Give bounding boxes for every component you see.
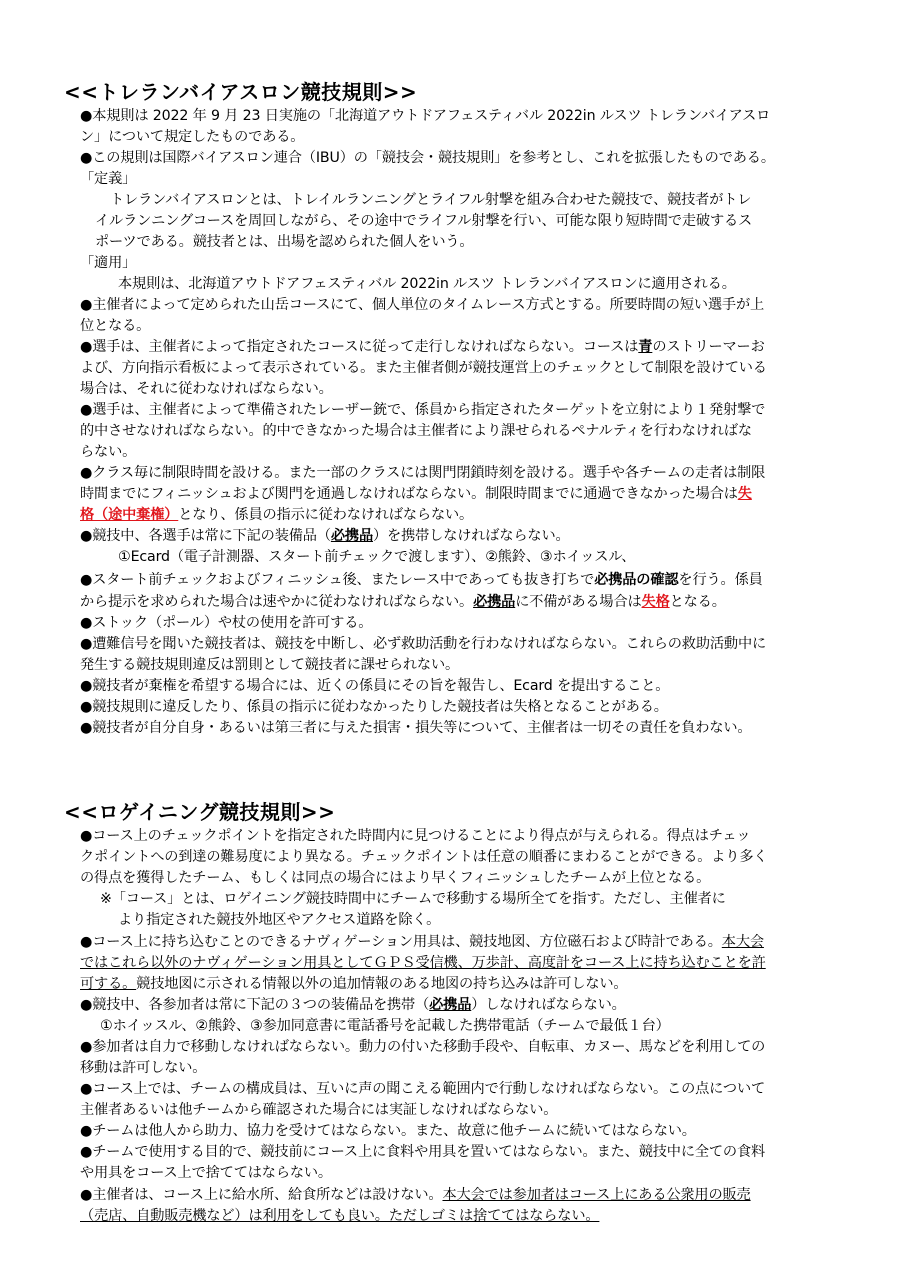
emphasis-vending-allowed: （売店、自動販売機など）は利用をしても良い。ただしゴミは捨ててはならない。 — [80, 1208, 600, 1224]
emphasis-required-items: 必携品 — [429, 997, 472, 1013]
paragraph-line: 移動は許可しない。 — [80, 1060, 207, 1076]
paragraph-line: ●本規則は 2022 年 9 月 23 日実施の「北海道アウトドアフェスティバル 2022in ルスツ トレランバイアスロ — [80, 108, 771, 124]
paragraph-line: 格（途中棄権）となり、係員の指示に従わなければならない。 — [80, 507, 474, 523]
paragraph-line: ●コース上のチェックポイントを指定された時間内に見つけることにより得点が与えられる。得点はチェッ — [80, 828, 751, 844]
paragraph-line: ●主催者によって定められた山岳コースにて、個人単位のタイムレース方式とする。所要時間の短い選手が上 — [80, 297, 765, 313]
paragraph-line: の得点を獲得したチーム、もしくは同点の場合にはより早くフィニッシュしたチームが上位となる。 — [80, 870, 711, 886]
emphasis-disqualification-cont: 格（途中棄権） — [80, 507, 179, 523]
paragraph-line: 可する。競技地図に示される情報以外の追加情報のある地図の持ち込みは許可しない。 — [80, 976, 628, 992]
section-title-rogaining: <<ロゲイニング競技規則>> — [64, 800, 336, 824]
paragraph-line: ポーツである。競技者とは、出場を認められた個人をいう。 — [95, 234, 474, 250]
paragraph-line: ●参加者は自力で移動しなければならない。動力の付いた移動手段や、自転車、カヌー、馬などを利用しての — [80, 1039, 766, 1055]
paragraph-line: 時間までにフィニッシュおよび関門を通過しなければならない。制限時間までに通過できなかった場合は失 — [80, 486, 752, 502]
paragraph-line — [80, 953, 850, 974]
paragraph-line: ●コース上では、チームの構成員は、互いに声の聞こえる範囲内で行動しなければならない。この点について — [80, 1081, 766, 1097]
section-title-trail-biathlon: <<トレランバイアスロン競技規則>> — [64, 80, 418, 104]
note-line: ※「コース」とは、ロゲイニング競技時間中にチームで移動する場所全てを指す。ただし、主催者に — [100, 891, 726, 907]
emphasis-gps-allowed: ではこれら以外のナヴィゲーション用具としてＧＰＳ受信機、万歩計、高度計をコース上に持ち込むことを許 — [80, 955, 766, 971]
paragraph-line: 本規則は、北海道アウトドアフェスティバル 2022in ルスツ トレランバイアスロンに適用される。 — [118, 276, 736, 292]
paragraph-line: ●競技中、各選手は常に下記の装備品（必携品）を携帯しなければならない。 — [80, 528, 570, 544]
emphasis-this-event: 本大会では参加者はコース上にある公衆用の販売 — [442, 1187, 751, 1203]
paragraph-line: ●競技者が自分自身・あるいは第三者に与えた損害・損失等について、主催者は一切その責任を負わない。 — [80, 720, 752, 736]
emphasis-required-check: 必携品の確認 — [594, 572, 679, 588]
paragraph-line: 場合は、それに従わなければならない。 — [80, 381, 333, 397]
emphasis-required-items: 必携品 — [330, 528, 373, 544]
emphasis-blue: 青 — [638, 339, 653, 355]
paragraph-line: イルランニングコースを周回しながら、その途中でライフル射撃を行い、可能な限り短時間で走破するス — [95, 213, 753, 229]
subheading-definition: 「定義」 — [80, 171, 137, 187]
paragraph-line: ●この規則は国際バイアスロン連合（IBU）の「競技会・競技規則」を参考とし、これを拡張したものである。 — [80, 150, 775, 166]
paragraph-line: ン」について規定したものである。 — [80, 129, 305, 145]
equipment-list: ①Ecard（電子計測器、スタート前チェックで渡します）、②熊鈴、③ホイッスル、 — [118, 549, 636, 565]
paragraph-line: トレランバイアスロンとは、トレイルランニングとライフル射撃を組み合わせた競技で、競技者がトレ — [110, 192, 752, 208]
paragraph-line: らない。 — [80, 444, 137, 460]
subheading-application: 「適用」 — [80, 255, 137, 271]
paragraph-line: 主催者あるいは他チームから確認された場合には実証しなければならない。 — [80, 1102, 558, 1118]
paragraph-line: ●選手は、主催者によって準備されたレーザー銃で、係員から指定されたターゲットを立射により１発射撃で — [80, 402, 766, 418]
paragraph-line: ●競技規則に違反したり、係員の指示に従わなかったりした競技者は失格となることがある。 — [80, 699, 668, 715]
note-line: より指定された競技外地区やアクセス道路を除く。 — [118, 912, 441, 928]
paragraph-line: ●主催者は、コース上に給水所、給食所などは設けない。本大会では参加者はコース上にある公衆用の販売 — [80, 1187, 751, 1203]
paragraph-line: ●ストック（ポール）や杖の使用を許可する。 — [80, 615, 373, 631]
equipment-list: ①ホイッスル、②熊鈴、③参加同意書に電話番号を記載した携帯電話（チームで最低１台） — [100, 1018, 670, 1034]
paragraph-line: や用具をコース上で捨ててはならない。 — [80, 1165, 332, 1181]
paragraph-line: ●クラス毎に制限時間を設ける。また一部のクラスには関門閉鎖時刻を設ける。選手や各チームの走者は制限 — [80, 465, 766, 481]
emphasis-required-items: 必携品 — [473, 594, 516, 610]
paragraph-line: ●チームは他人から助力、協力を受けてはならない。また、故意に他チームに続いてはならない。 — [80, 1123, 696, 1139]
paragraph-line: ●スタート前チェックおよびフィニッシュ後、またレース中であっても抜き打ちで必携品の確認を行う。係員 — [80, 572, 763, 588]
paragraph-line — [80, 1206, 850, 1227]
paragraph-line: ●選手は、主催者によって指定されたコースに従って走行しなければならない。コースは青のストリーマーお — [80, 339, 765, 355]
paragraph-line: クポイントへの到達の難易度により異なる。チェックポイントは任意の順番にまわることができる。より多く — [80, 849, 768, 865]
paragraph-line: 位となる。 — [80, 318, 151, 334]
emphasis-disqualification: 失格 — [641, 594, 670, 610]
paragraph-line: ●競技中、各参加者は常に下記の３つの装備品を携帯（必携品）しなければならない。 — [80, 997, 626, 1013]
paragraph-line: ●遭難信号を聞いた競技者は、競技を中断し、必ず救助活動を行わなければならない。これらの救助活動中に — [80, 636, 767, 652]
emphasis-gps-allowed-end: 可する。 — [80, 976, 137, 992]
paragraph-line: 発生する競技規則違反は罰則として競技者に課せられない。 — [80, 657, 460, 673]
paragraph-line: ●競技者が棄権を希望する場合には、近くの係員にその旨を報告し、Ecard を提出すること。 — [80, 678, 670, 694]
paragraph-line: 的中させなければならない。的中できなかった場合は主催者により課せられるペナルティを行わなければな — [80, 423, 752, 439]
emphasis-this-event: 本大会 — [721, 934, 764, 950]
paragraph-line: ●チームで使用する目的で、競技前にコース上に食料や用具を置いてはならない。また、競技中に全ての食料 — [80, 1144, 766, 1160]
emphasis-disqualification: 失 — [737, 486, 752, 502]
paragraph-line: ●コース上に持ち込むことのできるナヴィゲーション用具は、競技地図、方位磁石および時計である。本大会 — [80, 934, 764, 950]
paragraph-line: から提示を求められた場合は速やかに従わなければならない。必携品に不備がある場合は失格となる。 — [80, 594, 726, 610]
paragraph-line: よび、方向指示看板によって表示されている。また主催者側が競技運営上のチェックとして制限を設けている — [80, 360, 767, 376]
